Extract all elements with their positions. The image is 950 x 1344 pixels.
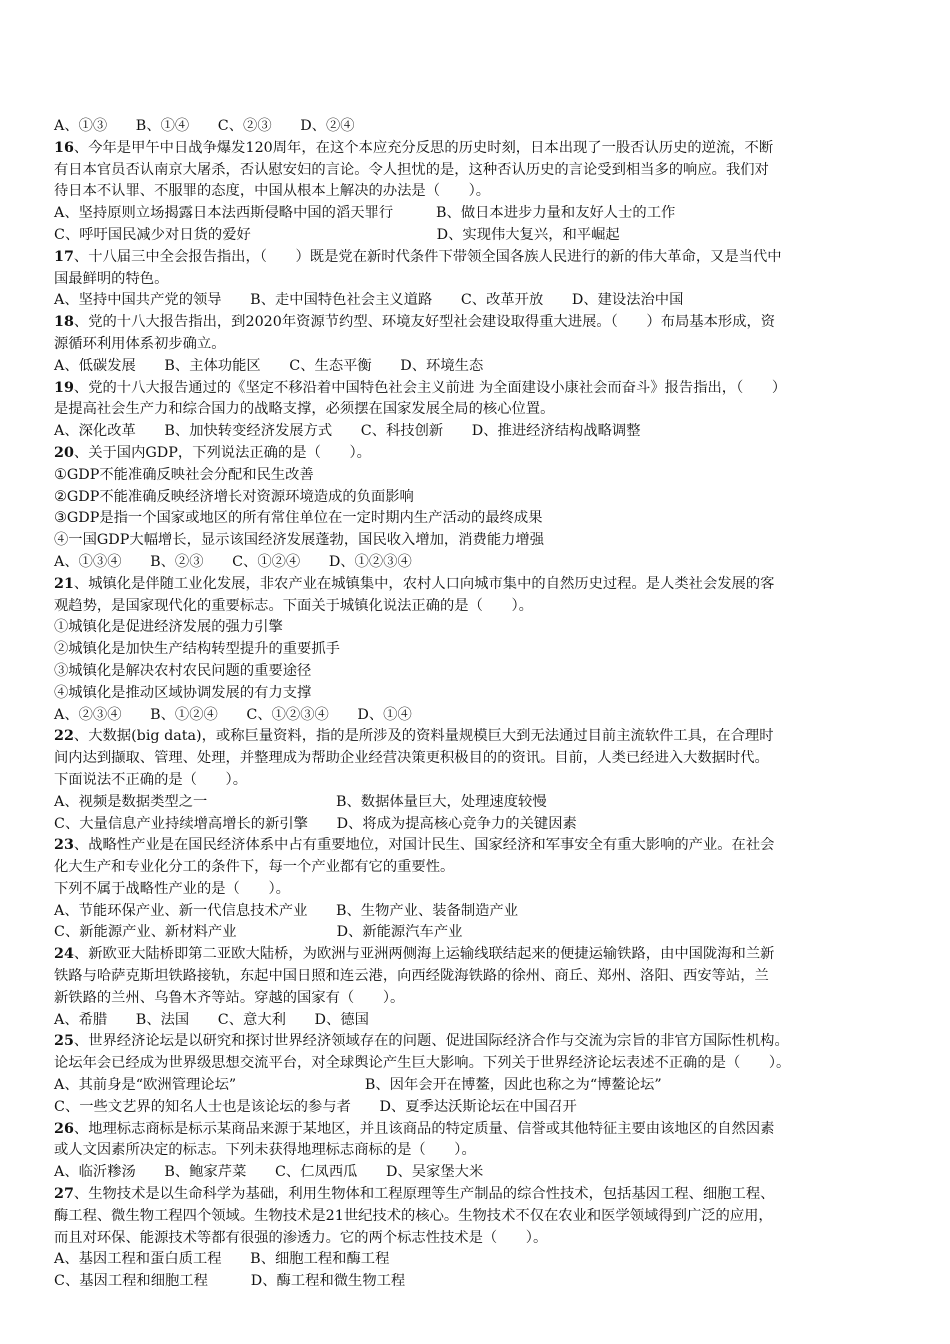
question-text: 论坛年会已经成为世界级思想交流平台，对全球舆论产生巨大影响。下列关于世界经济论坛表述不正确的是（ ）。 [54, 1055, 791, 1072]
question-number: 24 [54, 946, 74, 963]
statement-item: ②GDP不能准确反映经济增长对资源环境造成的负面影响 [54, 488, 414, 505]
options-line: C、新能源产业、新材料产业 D、新能源汽车产业 [54, 924, 463, 941]
options-line: A、②③④ B、①②④ C、①②③④ D、①④ [54, 706, 412, 723]
question-number: 16 [54, 139, 74, 156]
question-text: 、关于国内GDP，下列说法正确的是（ ）。 [73, 444, 371, 461]
question-number: 26 [54, 1120, 74, 1137]
options-line: A、视频是数据类型之一 B、数据体量巨大，处理速度较慢 [54, 793, 547, 810]
options-line: C、基因工程和细胞工程 D、酶工程和微生物工程 [54, 1273, 406, 1290]
question-26 [54, 1119, 896, 1184]
question-27 [54, 1184, 896, 1293]
question-19 [54, 378, 896, 443]
question-text: 或人文因素所决定的标志。下列未获得地理标志商标的是（ ）。 [54, 1142, 476, 1159]
question-text: 间内达到撷取、管理、处理，并整理成为帮助企业经营决策更积极目的的资讯。目前，人类已经进入大数据时代。 [54, 750, 769, 767]
question-17 [54, 247, 896, 312]
exam-page [54, 116, 896, 1293]
question-number: 23 [54, 837, 74, 854]
question-text: 、战略性产业是在国民经济体系中占有重要地位，对国计民生、国家经济和军事安全有重大影响的产业。在社会 [73, 837, 775, 854]
options-line: A、基因工程和蛋白质工程 B、细胞工程和酶工程 [54, 1251, 390, 1268]
question-22 [54, 726, 896, 835]
options-line: C、一些文艺界的知名人士也是该论坛的参与者 D、夏季达沃斯论坛在中国召开 [54, 1098, 577, 1115]
question-number: 27 [54, 1186, 74, 1203]
question-text: 、党的十八大报告通过的《坚定不移沿着中国特色社会主义前进 为全面建设小康社会而奋斗》报告指出，（ ） [73, 379, 787, 396]
statement-item: ③GDP是指一个国家或地区的所有常住单位在一定时期内生产活动的最终成果 [54, 510, 543, 527]
options-line: A、其前身是“欧洲管理论坛” B、因年会开在博鳌，因此也称之为“博鳌论坛” [54, 1077, 662, 1094]
question-24 [54, 944, 896, 1031]
question-text: 、生物技术是以生命科学为基础，利用生物体和工程原理等生产制品的综合性技术，包括基因工程、细胞工程、 [73, 1186, 775, 1203]
options-line: A、深化改革 B、加快转变经济发展方式 C、科技创新 D、推进经济结构战略调整 [54, 423, 641, 440]
question-number: 22 [54, 728, 74, 745]
options-line: C、呼吁国民减少对日货的爱好 D、实现伟大复兴，和平崛起 [54, 226, 620, 243]
question-text: 而且对环保、能源技术等都有很强的渗透力。它的两个标志性技术是（ ）。 [54, 1229, 548, 1246]
statement-item: ①城镇化是促进经济发展的强力引擎 [54, 619, 283, 636]
question-25 [54, 1031, 896, 1118]
question-text: 国最鲜明的特色。 [54, 270, 169, 287]
statement-item: ②城镇化是加快生产结构转型提升的重要抓手 [54, 641, 340, 658]
question-text: 、地理标志商标是标示某商品来源于某地区，并且该商品的特定质量、信誉或其他特征主要由该地区的自然因素 [73, 1120, 775, 1137]
question-21 [54, 574, 896, 727]
question-18 [54, 312, 896, 377]
question-23 [54, 835, 896, 944]
question-number: 18 [54, 314, 74, 331]
question-text: 源循环利用体系初步确立。 [54, 335, 226, 352]
options-line: A、①③④ B、②③ C、①②④ D、①②③④ [54, 553, 412, 570]
question-text: 下面说法不正确的是（ ）。 [54, 771, 248, 788]
question-text: 酶工程、微生物工程四个领域。生物技术是21世纪技术的核心。生物技术不仅在农业和医学领域得到广泛的应用， [54, 1207, 773, 1224]
options-line: A、希腊 B、法国 C、意大利 D、德国 [54, 1011, 369, 1028]
question-text: 待日本不认罪、不服罪的态度，中国从根本上解决的办法是（ ）。 [54, 183, 491, 200]
question-text: 、今年是甲午中日战争爆发120周年，在这个本应充分反思的历史时刻，日本出现了一股否认历史的逆流，不断 [73, 139, 774, 156]
options-line: A、坚持原则立场揭露日本法西斯侵略中国的滔天罪行 B、做日本进步力量和友好人士的工作 [54, 205, 676, 222]
question-text: 观趋势，是国家现代化的重要标志。下面关于城镇化说法正确的是（ ）。 [54, 597, 533, 614]
question-number: 19 [54, 379, 74, 396]
question-text: 下列不属于战略性产业的是（ ）。 [54, 880, 290, 897]
question-text: 、大数据(big data)，或称巨量资料，指的是所涉及的资料量规模巨大到无法通过目前主流软件工具，在合理时 [73, 728, 774, 745]
options-line: A、临沂糁汤 B、鲍家芹菜 C、仁凤西瓜 D、吴家堡大米 [54, 1164, 484, 1181]
question-text: 化大生产和专业化分工的条件下，每一个产业都有它的重要性。 [54, 859, 455, 876]
question-number: 17 [54, 248, 74, 265]
question-text: 是提高社会生产力和综合国力的战略支撑，必须摆在国家发展全局的核心位置。 [54, 401, 555, 418]
question-text: 铁路与哈萨克斯坦铁路接轨，东起中国日照和连云港，向西经陇海铁路的徐州、商丘、郑州、洛阳、西安等站，兰 [54, 968, 769, 985]
q15-options: A、①③ B、①④ C、②③ D、②④ [54, 118, 355, 134]
question-text: 、城镇化是伴随工业化发展，非农产业在城镇集中，农村人口向城市集中的自然历史过程。是人类社会发展的客 [73, 575, 775, 592]
statement-item: ③城镇化是解决农村农民问题的重要途径 [54, 662, 312, 679]
question-text: 、世界经济论坛是以研究和探讨世界经济领域存在的问题、促进国际经济合作与交流为宗旨的非官方国际性机构。 [73, 1033, 789, 1050]
question-text: 新铁路的兰州、乌鲁木齐等站。穿越的国家有（ ）。 [54, 989, 405, 1006]
question-text: 有日本官员否认南京大屠杀，否认慰安妇的言论。令人担忧的是，这种否认历史的言论受到相当多的响应。我们对 [54, 161, 769, 178]
question-number: 20 [54, 444, 74, 461]
question-16 [54, 138, 896, 247]
statement-item: ④城镇化是推动区域协调发展的有力支撑 [54, 684, 312, 701]
question-20 [54, 443, 896, 574]
options-line: C、大量信息产业持续增高增长的新引擎 D、将成为提高核心竞争力的关键因素 [54, 815, 577, 832]
question-number: 25 [54, 1033, 74, 1050]
options-line: A、节能环保产业、新一代信息技术产业 B、生物产业、装备制造产业 [54, 902, 519, 919]
options-line: A、低碳发展 B、主体功能区 C、生态平衡 D、环境生态 [54, 357, 484, 374]
statement-item: ①GDP不能准确反映社会分配和民生改善 [54, 466, 314, 483]
options-line: A、坚持中国共产党的领导 B、走中国特色社会主义道路 C、改革开放 D、建设法治中国 [54, 292, 684, 309]
statement-item: ④一国GDP大幅增长，显示该国经济发展蓬勃，国民收入增加，消费能力增强 [54, 532, 544, 549]
question-text: 、党的十八大报告指出，到2020年资源节约型、环境友好型社会建设取得重大进展。（ ）布局基本形成，资 [73, 314, 776, 331]
question-number: 21 [54, 575, 74, 592]
question-text: 、新欧亚大陆桥即第二亚欧大陆桥，为欧洲与亚洲两侧海上运输线联结起来的便捷运输铁路，由中国陇海和兰新 [73, 946, 775, 963]
question-text: 、十八届三中全会报告指出，（ ）既是党在新时代条件下带领全国各族人民进行的新的伟大革命，又是当代中 [73, 248, 782, 265]
